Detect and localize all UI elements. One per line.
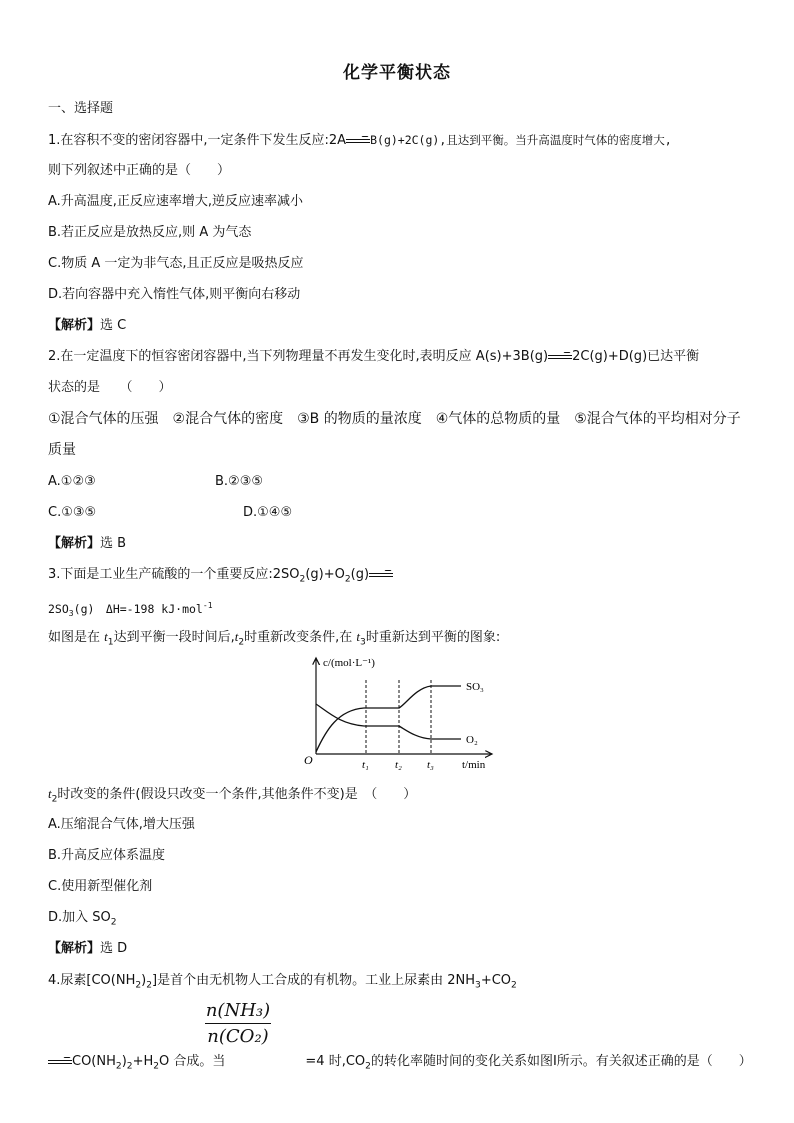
q1-stem-line2: 则下列叙述中正确的是（ ）	[48, 163, 231, 178]
q2-option-c: C.①③⑤	[48, 505, 97, 520]
q3-stem-text: (g)	[350, 567, 370, 582]
q2-stem	[48, 348, 699, 366]
q3-option-a: A.压缩混合气体,增大压强	[48, 817, 195, 832]
q2-option-d: D.①④⑤	[243, 505, 293, 520]
subscript: 2	[126, 1061, 133, 1072]
x-axis-label: t/min	[462, 759, 486, 771]
q3-stem-text: (g)+O	[305, 567, 345, 582]
q1-option-b: B.若正反应是放热反应,则 A 为气态	[48, 225, 252, 240]
chart-svg	[296, 652, 502, 774]
subscript: 2	[238, 637, 245, 648]
q3-option-c: C.使用新型催化剂	[48, 879, 153, 894]
subscript: 2	[299, 574, 306, 585]
q3-answer	[48, 940, 127, 958]
q3-desc-text: 如图是在	[48, 630, 105, 645]
time-symbol: t	[48, 786, 52, 801]
q3-stem-text: 3.下面是工业生产硫酸的一个重要反应:2SO	[48, 567, 300, 582]
q3-question-text: 时改变的条件(假设只改变一个条件,其他条件不变)是 （ ）	[57, 787, 417, 802]
origin-label: O	[304, 753, 313, 767]
q4-text: ]是首个由无机物人工合成的有机物。工业上尿素由 2NH	[152, 973, 476, 988]
q1-option-a: A.升高温度,正反应速率增大,逆反应速率减小	[48, 194, 304, 209]
q3-desc-text: 时重新达到平衡的图象:	[365, 630, 501, 645]
q3-description	[48, 628, 500, 652]
subscript: 2	[115, 1061, 122, 1072]
q1-stem	[48, 131, 672, 150]
q3-option-d	[48, 909, 117, 932]
y-axis-label: c/(mol·L⁻¹)	[323, 657, 375, 669]
subscript: 2	[153, 1061, 160, 1072]
superscript: -1	[202, 601, 213, 610]
q2-option-a: A.①②③	[48, 474, 96, 489]
equilibrium-arrow-icon	[346, 136, 370, 146]
equilibrium-arrow-icon	[48, 1057, 72, 1067]
q4-text: 4.尿素[CO(NH	[48, 973, 136, 988]
q3-product: 2SO	[48, 601, 69, 616]
time-symbol: t	[356, 629, 361, 644]
answer-tag: 【解析】	[48, 536, 101, 551]
q2-answer	[48, 535, 126, 553]
concentration-time-chart	[296, 652, 502, 774]
q4-text: O 合成。当	[159, 1054, 226, 1069]
q2-stem-line2: 状态的是 （ ）	[48, 380, 172, 395]
q2-items-cont: 质量	[48, 442, 76, 458]
q4-text: =4 时,CO	[305, 1054, 366, 1069]
subscript: 2	[110, 917, 117, 928]
equilibrium-arrow-icon	[548, 352, 572, 362]
fraction-denominator: n(CO₂)	[207, 1026, 269, 1047]
q3-stem	[48, 566, 393, 589]
option-text: D.加入 SO	[48, 910, 111, 925]
subscript: 3	[360, 637, 366, 648]
time-symbol: t	[234, 629, 239, 644]
q2-stem-part-b: 2C(g)+D(g)已达平衡	[572, 349, 700, 364]
subscript: 2	[135, 980, 142, 991]
q1-answer	[48, 317, 126, 335]
series-label-so3: SO₃	[466, 681, 484, 693]
q3-product-line	[48, 597, 213, 623]
q1-option-d: D.若向容器中充入惰性气体,则平衡向右移动	[48, 287, 301, 302]
q3-desc-text: 达到平衡一段时间后,	[113, 630, 235, 645]
subscript: 2	[51, 794, 58, 805]
equilibrium-arrow-icon	[369, 570, 393, 580]
subscript: 2	[344, 574, 351, 585]
q4-line2	[48, 1053, 752, 1076]
subscript: 3	[68, 609, 74, 619]
subscript: 2	[146, 980, 153, 991]
q1-stem-part-a: 1.在容积不变的密闭容器中,一定条件下发生反应:2A	[48, 133, 347, 148]
time-symbol: t	[104, 629, 108, 644]
x-tick-t1: t₁	[362, 759, 369, 771]
q3-enthalpy: (g) ΔH=-198 kJ·mol	[73, 601, 203, 616]
q2-items: ①混合气体的压强 ②混合气体的密度 ③B 的物质的量浓度 ④气体的总物质的量 ⑤混合气体的平均相对分子	[48, 411, 741, 427]
page-title: 化学平衡状态	[343, 63, 451, 83]
answer-text: 选 D	[100, 941, 128, 956]
q4-stem	[48, 972, 517, 995]
q4-text: )	[121, 1054, 127, 1069]
subscript: 1	[107, 637, 114, 648]
section-heading: 一、选择题	[48, 101, 114, 116]
subscript: 2	[511, 980, 517, 991]
fraction-numerator: n(NH₃)	[205, 1000, 271, 1024]
q4-text: CO(NH	[72, 1054, 116, 1069]
q1-stem-part-b: B(g)+2C(g),且达到平衡。当升高温度时气体的密度增大,	[370, 133, 672, 147]
q1-option-c: C.物质 A 一定为非气态,且正反应是吸热反应	[48, 256, 304, 271]
answer-tag: 【解析】	[48, 941, 101, 956]
q3-option-b: B.升高反应体系温度	[48, 848, 166, 863]
q2-option-b: B.②③⑤	[215, 474, 264, 489]
q3-desc-text: 时重新改变条件,在	[244, 630, 357, 645]
q2-stem-part-a: 2.在一定温度下的恒容密闭容器中,当下列物理量不再发生变化时,表明反应 A(s)+3B(g)	[48, 349, 549, 364]
answer-text: 选 C	[100, 318, 127, 333]
answer-text: 选 B	[100, 536, 127, 551]
series-o2	[316, 704, 461, 739]
q4-text: 的转化率随时间的变化关系如图Ⅰ所示。有关叙述正确的是（ ）	[370, 1054, 752, 1069]
mole-ratio-fraction	[205, 1000, 271, 1047]
x-tick-t3: t₃	[427, 759, 434, 771]
q4-text: +H	[132, 1054, 154, 1069]
subscript: 3	[475, 980, 481, 991]
series-label-o2: O₂	[466, 734, 478, 746]
q4-text: )	[141, 973, 147, 988]
q4-text: +CO	[480, 973, 512, 988]
q3-question	[48, 785, 416, 809]
x-tick-t2: t₂	[395, 759, 402, 771]
answer-tag: 【解析】	[48, 318, 101, 333]
subscript: 2	[365, 1061, 371, 1072]
